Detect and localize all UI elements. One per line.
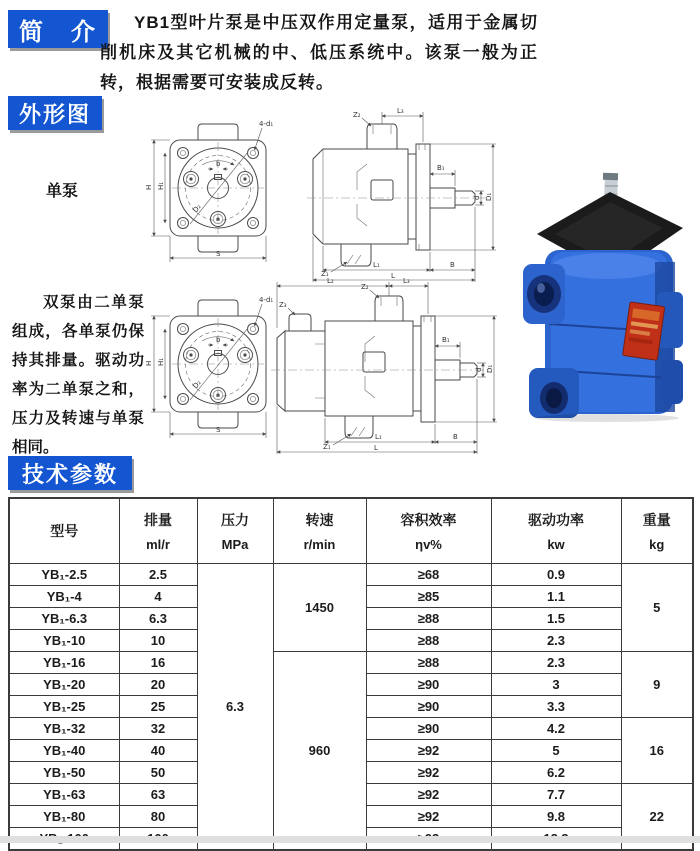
dim-label-4d1: 4-d₁ [259, 120, 274, 128]
efficiency-cell: ≥92 [366, 806, 491, 828]
single-pump-label: 单泵 [46, 183, 79, 200]
double-pump-side-drawing [263, 276, 500, 458]
efficiency-cell: ≥88 [366, 608, 491, 630]
dim-label-z3: Z₃ [279, 301, 287, 309]
dim-label-l: L [391, 272, 395, 280]
weight-cell: 16 [621, 718, 693, 784]
dim-label-d: d [473, 195, 481, 200]
single-pump-side-drawing [283, 104, 503, 286]
dim-label-l2: L₂ [327, 277, 334, 285]
displacement-cell: 6.3 [119, 608, 197, 630]
model-cell: YB₁-4 [9, 586, 119, 608]
dim-label-l3: L₃ [397, 107, 404, 115]
displacement-cell: 63 [119, 784, 197, 806]
model-cell: YB₁-32 [9, 718, 119, 740]
efficiency-cell: ≥68 [366, 564, 491, 586]
dim-label-h1: H₁ [157, 357, 165, 366]
weight-cell: 5 [621, 564, 693, 652]
spec-table [8, 497, 694, 851]
displacement-cell: 25 [119, 696, 197, 718]
dim-label-b: b [216, 160, 221, 168]
displacement-cell: 16 [119, 652, 197, 674]
section-badge-intro-label: 简 介 [19, 18, 97, 46]
section-badge-intro [8, 10, 108, 48]
efficiency-cell: ≥88 [366, 652, 491, 674]
efficiency-cell: ≥90 [366, 718, 491, 740]
power-cell: 5 [491, 740, 621, 762]
dim-label-l1: L₁ [375, 433, 382, 441]
dim-label-z1: Z₁ [323, 443, 331, 451]
double-pump-note: 双泵由二单泵组成，各单泵仍保持其排量。驱动功率为二单泵之和，压力及转速与单泵相同。 [12, 294, 144, 456]
pump-photo [515, 172, 695, 422]
displacement-cell: 80 [119, 806, 197, 828]
dim-label-s: S [216, 426, 221, 434]
displacement-cell: 10 [119, 630, 197, 652]
col-header-speed: 转速 r/min [273, 498, 366, 564]
model-cell: YB₁-50 [9, 762, 119, 784]
section-badge-specs [8, 456, 132, 490]
efficiency-cell: ≥92 [366, 762, 491, 784]
dim-label-h1: H₁ [157, 181, 165, 190]
power-cell: 3.3 [491, 696, 621, 718]
dim-label-s: S [216, 250, 221, 258]
weight-cell: 22 [621, 784, 693, 851]
power-cell: 9.8 [491, 806, 621, 828]
dim-label-l1: L₁ [373, 261, 380, 269]
spec-row [9, 652, 693, 674]
dim-label-z2: Z₂ [361, 283, 369, 291]
suction-port [523, 264, 565, 324]
model-cell: YB₁-80 [9, 806, 119, 828]
dim-label-d2: D₂ [191, 202, 203, 215]
col-header-efficiency: 容积效率 ηv% [366, 498, 491, 564]
col-header-model: 型号 [9, 498, 119, 564]
power-cell: 2.3 [491, 652, 621, 674]
efficiency-cell: ≥90 [366, 696, 491, 718]
nameplate [623, 302, 665, 360]
dim-label-l3: L₃ [403, 277, 410, 285]
dim-label-z2: Z₂ [353, 111, 361, 119]
model-cell: YB₁-16 [9, 652, 119, 674]
efficiency-cell: ≥85 [366, 586, 491, 608]
outlet-port [529, 368, 579, 418]
dim-label-h: H [145, 184, 153, 190]
model-cell: YB₁-40 [9, 740, 119, 762]
displacement-cell: 50 [119, 762, 197, 784]
weight-cell: 9 [621, 652, 693, 718]
dim-label-d2: D₂ [191, 378, 203, 391]
model-cell: YB₁-25 [9, 696, 119, 718]
dim-label-z1: Z₁ [321, 270, 329, 278]
model-cell: YB₁-6.3 [9, 608, 119, 630]
efficiency-cell: ≥90 [366, 674, 491, 696]
dim-label-d: d [475, 367, 483, 372]
dim-label-d1: D₁ [486, 364, 494, 373]
dim-label-4d1: 4-d₁ [259, 296, 274, 304]
model-cell: YB₁-2.5 [9, 564, 119, 586]
power-cell: 2.3 [491, 630, 621, 652]
efficiency-cell: ≥92 [366, 784, 491, 806]
section-badge-outline [8, 96, 102, 130]
displacement-cell: 32 [119, 718, 197, 740]
col-header-displacement: 排量 ml/r [119, 498, 197, 564]
section-badge-specs-label: 技术参数 [21, 461, 118, 487]
section-badge-outline-label: 外形图 [18, 101, 91, 127]
col-header-power: 驱动功率 kw [491, 498, 621, 564]
efficiency-cell: ≥92 [366, 740, 491, 762]
displacement-cell: 40 [119, 740, 197, 762]
speed-cell: 1450 [273, 564, 366, 652]
spec-row [9, 564, 693, 586]
dim-label-h: H [145, 360, 153, 366]
efficiency-cell: ≥88 [366, 630, 491, 652]
pressure-cell: 6.3 [197, 564, 273, 851]
dim-label-l: L [374, 444, 378, 452]
dim-label-b1: B₁ [442, 336, 450, 344]
intro-paragraph: YB1型叶片泵是中压双作用定量泵，适用于金属切削机床及其它机械的中、低压系统中。该泵一般为正转，根据需要可安装成反转。 [100, 13, 538, 92]
model-cell: YB₁-10 [9, 630, 119, 652]
power-cell: 1.1 [491, 586, 621, 608]
col-header-pressure: 压力 MPa [197, 498, 273, 564]
model-cell: YB₁-20 [9, 674, 119, 696]
dim-label-d1: D₁ [485, 192, 493, 201]
power-cell: 4.2 [491, 718, 621, 740]
dim-label-b-cap: B [453, 433, 458, 441]
col-header-weight: 重量 kg [621, 498, 693, 564]
single-pump-front-drawing [138, 110, 293, 268]
spec-header-row [9, 498, 693, 564]
displacement-cell: 2.5 [119, 564, 197, 586]
dim-label-b: b [216, 336, 221, 344]
power-cell: 6.2 [491, 762, 621, 784]
power-cell: 7.7 [491, 784, 621, 806]
dim-label-b1: B₁ [437, 164, 445, 172]
displacement-cell: 20 [119, 674, 197, 696]
power-cell: 0.9 [491, 564, 621, 586]
dim-label-b-cap: B [450, 261, 455, 269]
power-cell: 3 [491, 674, 621, 696]
displacement-cell: 4 [119, 586, 197, 608]
model-cell: YB₁-63 [9, 784, 119, 806]
speed-cell: 960 [273, 652, 366, 851]
power-cell: 1.5 [491, 608, 621, 630]
bottom-strip [0, 836, 700, 843]
